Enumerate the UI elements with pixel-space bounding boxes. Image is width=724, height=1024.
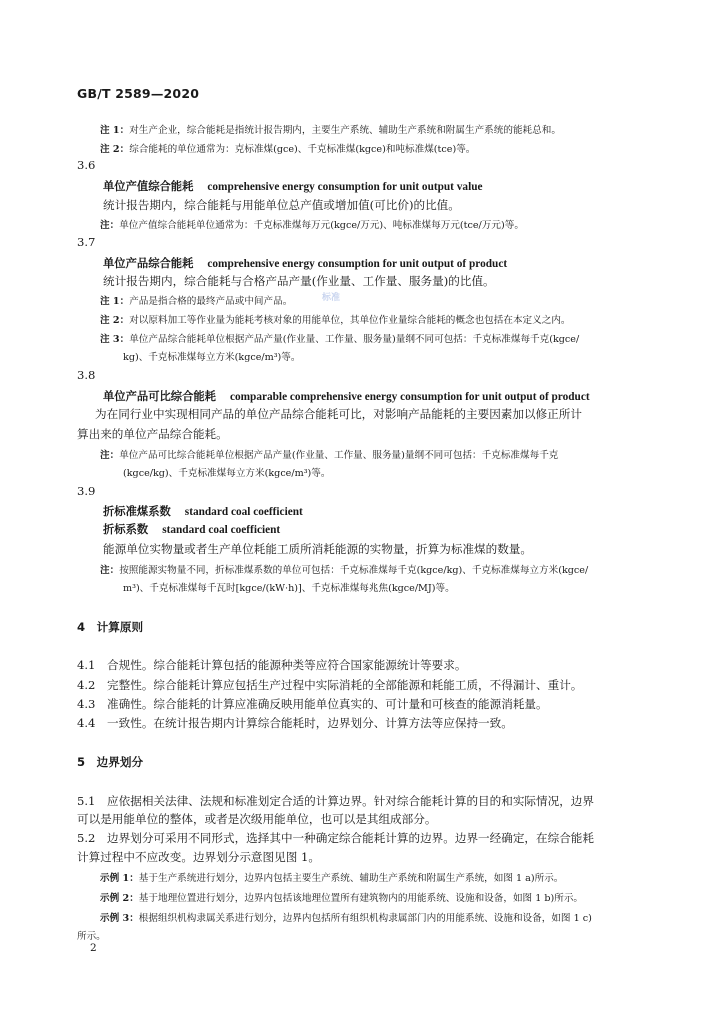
note-line (100, 312, 571, 326)
body-paragraph-line (77, 657, 466, 673)
clause-number (77, 158, 95, 172)
term-chinese: 单位产值综合能耗 (103, 179, 194, 193)
page-number: 2 (90, 942, 97, 954)
note-label: 注： (100, 450, 120, 461)
note-line (100, 447, 558, 461)
note-line (100, 910, 592, 924)
clause-number (77, 235, 95, 249)
line-text: 4.4 一致性。在统计报告期内计算综合能耗时，边界划分、计算方法等应保持一致。 (77, 716, 513, 730)
note-label: 注： (100, 565, 120, 576)
term-english: standard coal coefficient (162, 524, 281, 536)
note-label: 注 3： (100, 334, 130, 345)
term-heading (103, 503, 303, 519)
line-text: 对生产企业，综合能耗是指统计报告期内，主要生产系统、辅助生产系统和附属生产系统的能耗总和。 (129, 125, 561, 136)
line-text: 单位产品综合能耗单位根据产品产量(作业量、工作量、服务量)量纲不同可包括：千克标准煤每千克(kgce/ (129, 334, 580, 345)
term-english: comprehensive energy consumption for unit output value (207, 181, 483, 193)
note-line (100, 562, 588, 576)
line-text: 5.2 边界划分可采用不同形式，选择其中一种确定综合能耗计算的边界。边界一经确定，在综合能耗 (77, 831, 594, 845)
clause-number (77, 484, 95, 498)
note-line (100, 293, 292, 307)
section-heading (77, 754, 143, 770)
line-text: 计算过程中不应改变。边界划分示意图见图 1。 (77, 850, 320, 864)
note-label: 注： (100, 220, 120, 231)
note-line (123, 580, 455, 594)
line-text: 可以是用能单位的整体，或者是次级用能单位，也可以是其组成部分。 (77, 812, 437, 826)
line-text: 算出来的单位产品综合能耗。 (77, 427, 228, 441)
body-paragraph-line (77, 793, 594, 809)
line-text: 3.6 (77, 158, 96, 172)
note-label: 注 2： (100, 144, 130, 155)
line-text: 根据组织机构隶属关系进行划分，边界内包括所有组织机构隶属部门内的用能系统、设施和设备，如图 1 c) (138, 913, 592, 924)
note-label: 示例 1： (100, 873, 139, 884)
note-label: 示例 3： (100, 913, 139, 924)
term-chinese: 单位产品可比综合能耗 (103, 389, 216, 403)
line-text: 单位产品可比综合能耗单位根据产品产量(作业量、工作量、服务量)量纲不同可包括：千克标准煤每千克 (119, 450, 559, 461)
note-line (100, 331, 579, 345)
line-text: 4 计算原则 (77, 620, 144, 634)
term-heading (103, 521, 280, 537)
note-line (100, 890, 583, 904)
term-english: comparable comprehensive energy consumption for unit output of product (229, 391, 590, 403)
note-line (123, 349, 301, 363)
line-text: 3.9 (77, 484, 96, 498)
term-heading (103, 388, 590, 404)
term-english: standard coal coefficient (184, 506, 303, 518)
note-label: 注 2： (100, 315, 130, 326)
body-paragraph-line (103, 197, 460, 213)
line-text: 4.2 完整性。综合能耗计算应包括生产过程中实际消耗的全部能源和耗能工质，不得漏计、重计。 (77, 678, 583, 692)
line-text: m³)、千克标准煤每千瓦时[kgce/(kW·h)]、千克标准煤每兆焦(kgce/MJ)等。 (123, 583, 455, 594)
term-english: comprehensive energy consumption for unit output of product (207, 258, 508, 270)
body-paragraph-line (103, 273, 495, 289)
line-text: 3.7 (77, 235, 96, 249)
line-text: 基于地理位置进行划分，边界内包括该地理位置所有建筑物内的用能系统、设施和设备，如图 1 b)所示。 (138, 893, 584, 904)
note-line (100, 870, 563, 884)
watermark: 标准 (322, 293, 341, 303)
note-line (77, 928, 106, 942)
note-label: 注 1： (100, 125, 130, 136)
term-chinese: 单位产品综合能耗 (103, 256, 194, 270)
line-text: 所示。 (77, 931, 106, 942)
term-heading (103, 178, 483, 194)
line-text: kg)、千克标准煤每立方米(kgce/m³)等。 (123, 352, 301, 363)
body-paragraph-line (77, 677, 582, 693)
line-text: 3.8 (77, 368, 96, 382)
body-paragraph-line (95, 406, 582, 422)
line-text: 对以原料加工等作业量为能耗考核对象的用能单位，其单位作业量综合能耗的概念也包括在本定义之内。 (129, 315, 571, 326)
term-chinese: 折标系数 (103, 522, 149, 536)
clause-number (77, 368, 95, 382)
term-heading (103, 255, 507, 271)
line-text: 为在同行业中实现相同产品的单位产品综合能耗可比，对影响产品能耗的主要因素加以修正所计 (95, 407, 582, 421)
line-text: 按照能源实物量不同，折标准煤系数的单位可包括：千克标准煤每千克(kgce/kg)、千克标准煤每立方米(kgce/ (119, 565, 589, 576)
note-line (100, 141, 475, 155)
line-text: 5 边界划分 (77, 755, 144, 769)
body-paragraph-line (77, 715, 513, 731)
body-paragraph-line (77, 830, 594, 846)
body-paragraph-line (77, 426, 228, 442)
line-text: 产品是指合格的最终产品或中间产品。 (129, 296, 293, 307)
section-heading (77, 619, 143, 635)
note-label: 注 1： (100, 296, 130, 307)
line-text: 基于生产系统进行划分，边界内包括主要生产系统、辅助生产系统和附属生产系统，如图 1 a)所示。 (138, 873, 564, 884)
body-paragraph-line (77, 849, 320, 865)
line-text: 统计报告期内，综合能耗与用能单位总产值或增加值(可比价)的比值。 (103, 198, 460, 212)
line-text: (kgce/kg)、千克标准煤每立方米(kgce/m³)等。 (123, 468, 331, 479)
body-paragraph-line (103, 541, 532, 557)
line-text: 能源单位实物量或者生产单位耗能工质所消耗能源的实物量，折算为标准煤的数量。 (103, 542, 532, 556)
line-text: 单位产值综合能耗单位通常为：千克标准煤每万元(kgce/万元)、吨标准煤每万元(tce/万元)等。 (119, 220, 524, 231)
line-text: 4.3 准确性。综合能耗的计算应准确反映用能单位真实的、可计量和可核查的能源消耗量。 (77, 697, 548, 711)
body-paragraph-line (77, 811, 436, 827)
note-line (100, 217, 524, 231)
note-label: 示例 2： (100, 893, 139, 904)
standard-number: GB/T 2589—2020 (77, 86, 200, 101)
body-paragraph-line (77, 696, 548, 712)
line-text: 综合能耗的单位通常为：克标准煤(gce)、千克标准煤(kgce)和吨标准煤(tce)等。 (129, 144, 476, 155)
line-text: 统计报告期内，综合能耗与合格产品产量(作业量、工作量、服务量)的比值。 (103, 274, 495, 288)
line-text: 5.1 应依据相关法律、法规和标准划定合适的计算边界。针对综合能耗计算的目的和实际情况，边界 (77, 794, 594, 808)
note-line (123, 465, 330, 479)
line-text: 4.1 合规性。综合能耗计算包括的能源种类等应符合国家能源统计等要求。 (77, 658, 467, 672)
note-line (100, 122, 561, 136)
term-chinese: 折标准煤系数 (103, 504, 171, 518)
